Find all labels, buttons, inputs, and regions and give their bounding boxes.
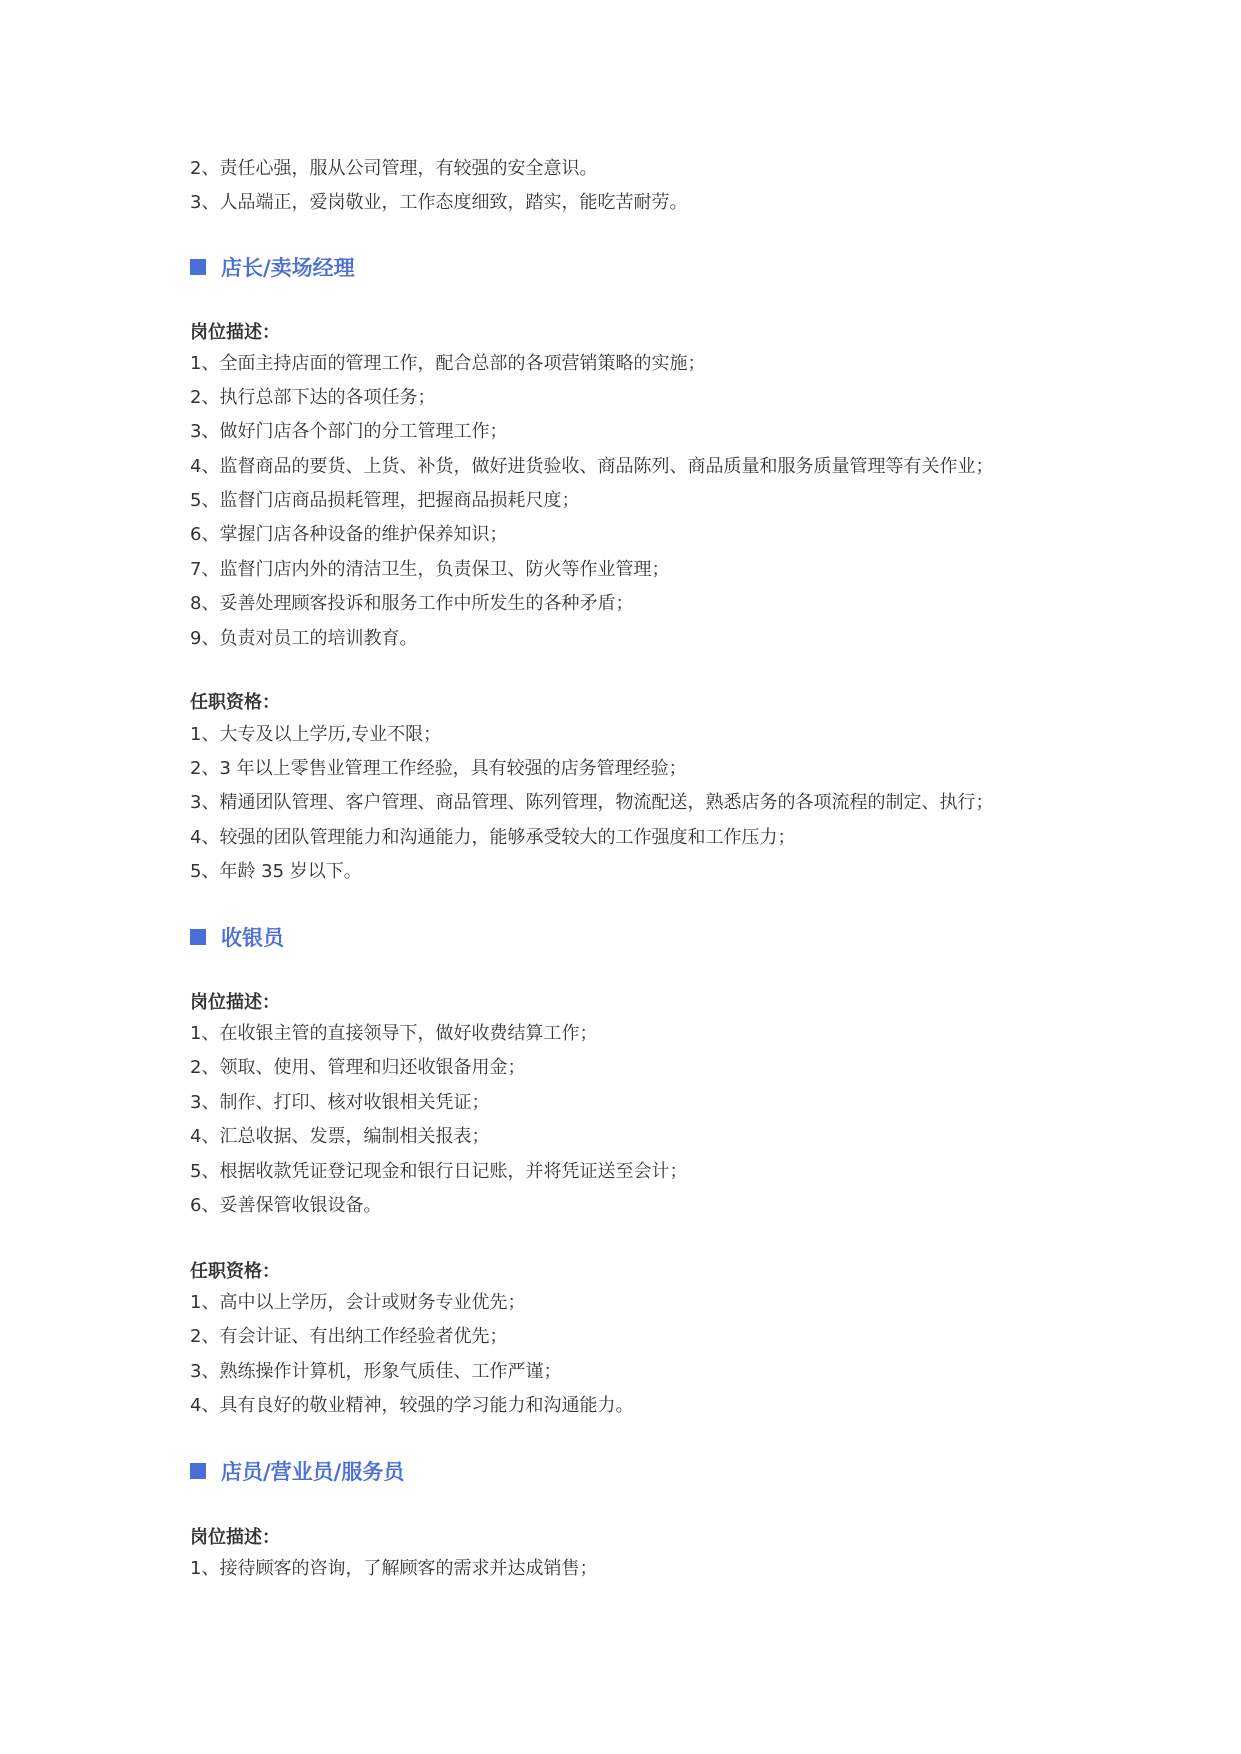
desc-label: 岗位描述： xyxy=(190,1527,280,1548)
req-item: 4、具有良好的敬业精神，较强的学习能力和沟通能力。 xyxy=(190,1395,634,1416)
req-label: 任职资格： xyxy=(190,1261,280,1282)
req-item: 2、有会计证、有出纳工作经验者优先； xyxy=(190,1326,508,1347)
req-item: 1、高中以上学历，会计或财务专业优先； xyxy=(190,1292,526,1313)
desc-item: 1、在收银主管的直接领导下，做好收费结算工作； xyxy=(190,1023,598,1044)
section-heading-store-manager xyxy=(190,252,355,282)
square-bullet-icon xyxy=(190,259,206,275)
req-item: 3、精通团队管理、客户管理、商品管理、陈列管理，物流配送，熟悉店务的各项流程的制定、执行； xyxy=(190,792,994,813)
desc-item: 1、全面主持店面的管理工作，配合总部的各项营销策略的实施； xyxy=(190,353,706,374)
req-item: 2、3 年以上零售业管理工作经验，具有较强的店务管理经验； xyxy=(190,758,687,779)
desc-item: 4、监督商品的要货、上货、补货，做好进货验收、商品陈列、商品质量和服务质量管理等有关作业； xyxy=(190,456,994,477)
square-bullet-icon xyxy=(190,929,206,945)
section-title: 店长/卖场经理 xyxy=(221,255,355,280)
section-title: 店员/营业员/服务员 xyxy=(221,1459,405,1484)
desc-item: 3、做好门店各个部门的分工管理工作； xyxy=(190,421,508,442)
desc-item: 5、根据收款凭证登记现金和银行日记账，并将凭证送至会计； xyxy=(190,1161,688,1182)
desc-item: 6、掌握门店各种设备的维护保养知识； xyxy=(190,524,508,545)
desc-item: 8、妥善处理顾客投诉和服务工作中所发生的各种矛盾； xyxy=(190,593,634,614)
desc-label: 岗位描述： xyxy=(190,322,280,343)
req-label: 任职资格： xyxy=(190,692,280,713)
desc-item: 2、领取、使用、管理和归还收银备用金； xyxy=(190,1057,526,1078)
desc-item: 9、负责对员工的培训教育。 xyxy=(190,628,418,649)
desc-item: 5、监督门店商品损耗管理，把握商品损耗尺度； xyxy=(190,490,580,511)
section-heading-cashier xyxy=(190,922,284,952)
section-title: 收银员 xyxy=(221,925,284,950)
req-item: 3、熟练操作计算机，形象气质佳、工作严谨； xyxy=(190,1361,562,1382)
desc-label: 岗位描述： xyxy=(190,992,280,1013)
req-item: 1、大专及以上学历,专业不限； xyxy=(190,724,442,745)
desc-item: 2、执行总部下达的各项任务； xyxy=(190,387,436,408)
intro-line: 3、人品端正，爱岗敬业，工作态度细致，踏实，能吃苦耐劳。 xyxy=(190,192,688,213)
intro-line: 2、责任心强，服从公司管理，有较强的安全意识。 xyxy=(190,158,598,179)
desc-item: 7、监督门店内外的清洁卫生，负责保卫、防火等作业管理； xyxy=(190,559,670,580)
req-item: 4、较强的团队管理能力和沟通能力，能够承受较大的工作强度和工作压力； xyxy=(190,827,796,848)
section-heading-clerk xyxy=(190,1456,404,1486)
desc-item: 1、接待顾客的咨询，了解顾客的需求并达成销售； xyxy=(190,1558,598,1579)
desc-item: 4、汇总收据、发票，编制相关报表； xyxy=(190,1126,490,1147)
square-bullet-icon xyxy=(190,1463,206,1479)
req-item: 5、年龄 35 岁以下。 xyxy=(190,861,362,882)
desc-item: 3、制作、打印、核对收银相关凭证； xyxy=(190,1092,490,1113)
desc-item: 6、妥善保管收银设备。 xyxy=(190,1195,382,1216)
